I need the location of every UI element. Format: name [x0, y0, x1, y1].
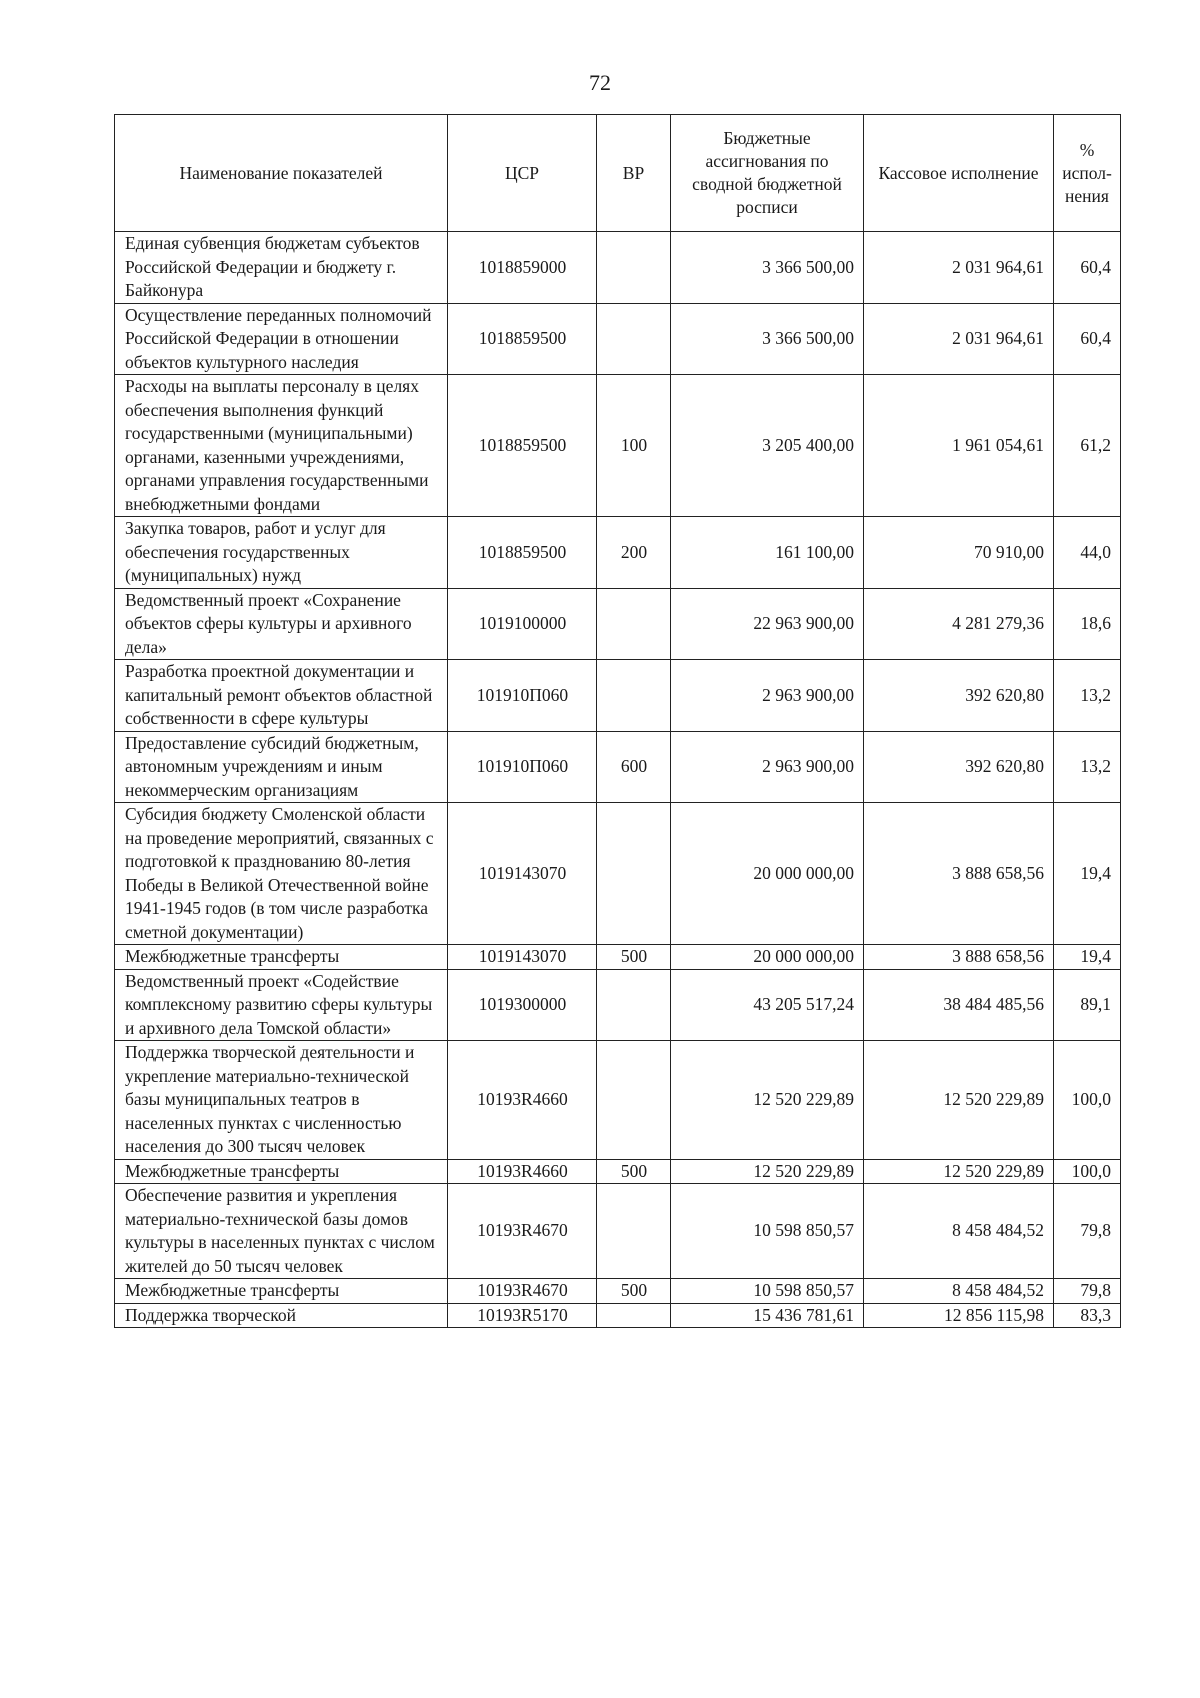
row-name: Расходы на выплаты персоналу в целях обеспечения выполнения функций государственными (муниципальными) органами, казенными учреждениями, органами управления государственными внебюджетными фондами: [115, 375, 448, 517]
row-vr: [597, 1303, 671, 1328]
row-cash: 2 031 964,61: [864, 303, 1054, 375]
row-pct: 79,8: [1054, 1184, 1121, 1279]
row-vr: 500: [597, 945, 671, 970]
row-pct: 79,8: [1054, 1279, 1121, 1304]
table-header-row: [115, 115, 1121, 232]
row-pct: 100,0: [1054, 1041, 1121, 1160]
row-csr: 1018859000: [448, 232, 597, 304]
row-cash: 12 856 115,98: [864, 1303, 1054, 1328]
header-vr: ВР: [597, 115, 671, 232]
row-pct: 18,6: [1054, 588, 1121, 660]
row-csr: 10193R4660: [448, 1159, 597, 1184]
row-vr: 500: [597, 1159, 671, 1184]
row-budget: 12 520 229,89: [671, 1041, 864, 1160]
row-csr: 10193R4660: [448, 1041, 597, 1160]
row-vr: 600: [597, 731, 671, 803]
row-vr: [597, 803, 671, 945]
table-row: [115, 803, 1121, 945]
table-row: [115, 1279, 1121, 1304]
table-row: [115, 1303, 1121, 1328]
row-budget: 3 205 400,00: [671, 375, 864, 517]
page-number: 72: [589, 70, 611, 95]
row-vr: [597, 1041, 671, 1160]
row-cash: 392 620,80: [864, 660, 1054, 732]
row-pct: 60,4: [1054, 232, 1121, 304]
row-vr: 100: [597, 375, 671, 517]
row-cash: 2 031 964,61: [864, 232, 1054, 304]
row-csr: 101910П060: [448, 660, 597, 732]
row-name: Предоставление субсидий бюджетным, автономным учреждениям и иным некоммерческим организациям: [115, 731, 448, 803]
row-csr: 101910П060: [448, 731, 597, 803]
table-row: [115, 1041, 1121, 1160]
row-vr: [597, 303, 671, 375]
row-name: Закупка товаров, работ и услуг для обеспечения государственных (муниципальных) нужд: [115, 517, 448, 589]
row-budget: 2 963 900,00: [671, 731, 864, 803]
row-name: Межбюджетные трансферты: [115, 1159, 448, 1184]
row-budget: 15 436 781,61: [671, 1303, 864, 1328]
row-csr: 10193R4670: [448, 1279, 597, 1304]
row-csr: 1019143070: [448, 945, 597, 970]
row-name: Ведомственный проект «Сохранение объектов сферы культуры и архивного дела»: [115, 588, 448, 660]
row-pct: 89,1: [1054, 969, 1121, 1041]
table-row: [115, 517, 1121, 589]
row-budget: 3 366 500,00: [671, 232, 864, 304]
row-name: Разработка проектной документации и капитальный ремонт объектов областной собственности в сфере культуры: [115, 660, 448, 732]
row-cash: 70 910,00: [864, 517, 1054, 589]
row-pct: 19,4: [1054, 803, 1121, 945]
row-name: Субсидия бюджету Смоленской области на проведение мероприятий, связанных с подготовкой к празднованию 80-летия Победы в Великой Отечественной войне 1941-1945 годов (в том числе разработка сметной документации): [115, 803, 448, 945]
row-name: Осуществление переданных полномочий Российской Федерации в отношении объектов культурного наследия: [115, 303, 448, 375]
table-row: [115, 1159, 1121, 1184]
row-pct: 61,2: [1054, 375, 1121, 517]
row-budget: 3 366 500,00: [671, 303, 864, 375]
row-vr: [597, 660, 671, 732]
row-cash: 12 520 229,89: [864, 1041, 1054, 1160]
row-vr: 500: [597, 1279, 671, 1304]
row-csr: 10193R5170: [448, 1303, 597, 1328]
row-name: Межбюджетные трансферты: [115, 945, 448, 970]
row-budget: 20 000 000,00: [671, 803, 864, 945]
row-budget: 2 963 900,00: [671, 660, 864, 732]
row-pct: 44,0: [1054, 517, 1121, 589]
row-csr: 1018859500: [448, 517, 597, 589]
row-budget: 10 598 850,57: [671, 1279, 864, 1304]
row-cash: 8 458 484,52: [864, 1184, 1054, 1279]
row-cash: 1 961 054,61: [864, 375, 1054, 517]
row-csr: 1018859500: [448, 303, 597, 375]
row-pct: 13,2: [1054, 660, 1121, 732]
header-pct: % испол-нения: [1054, 115, 1121, 232]
table-row: [115, 945, 1121, 970]
row-budget: 22 963 900,00: [671, 588, 864, 660]
row-cash: 3 888 658,56: [864, 803, 1054, 945]
table-row: [115, 660, 1121, 732]
row-name: Ведомственный проект «Содействие комплексному развитию сферы культуры и архивного дела Томской области»: [115, 969, 448, 1041]
row-pct: 100,0: [1054, 1159, 1121, 1184]
table-row: [115, 232, 1121, 304]
row-pct: 13,2: [1054, 731, 1121, 803]
row-pct: 19,4: [1054, 945, 1121, 970]
row-budget: 12 520 229,89: [671, 1159, 864, 1184]
row-vr: [597, 969, 671, 1041]
row-vr: 200: [597, 517, 671, 589]
row-cash: 392 620,80: [864, 731, 1054, 803]
row-cash: 4 281 279,36: [864, 588, 1054, 660]
row-budget: 20 000 000,00: [671, 945, 864, 970]
row-name: Межбюджетные трансферты: [115, 1279, 448, 1304]
row-vr: [597, 588, 671, 660]
header-cash: Кассовое исполнение: [864, 115, 1054, 232]
row-cash: 38 484 485,56: [864, 969, 1054, 1041]
row-csr: 1019300000: [448, 969, 597, 1041]
row-cash: 3 888 658,56: [864, 945, 1054, 970]
row-name: Обеспечение развития и укрепления материально-технической базы домов культуры в населенных пунктах с числом жителей до 50 тысяч человек: [115, 1184, 448, 1279]
row-budget: 10 598 850,57: [671, 1184, 864, 1279]
row-name: Единая субвенция бюджетам субъектов Российской Федерации и бюджету г. Байконура: [115, 232, 448, 304]
row-cash: 12 520 229,89: [864, 1159, 1054, 1184]
header-name: Наименование показателей: [115, 115, 448, 232]
table-row: [115, 969, 1121, 1041]
table-row: [115, 588, 1121, 660]
table-row: [115, 1184, 1121, 1279]
budget-execution-table: [114, 114, 1121, 1328]
row-cash: 8 458 484,52: [864, 1279, 1054, 1304]
row-csr: 1019143070: [448, 803, 597, 945]
row-pct: 60,4: [1054, 303, 1121, 375]
row-name: Поддержка творческой: [115, 1303, 448, 1328]
row-pct: 83,3: [1054, 1303, 1121, 1328]
row-csr: 10193R4670: [448, 1184, 597, 1279]
header-budget: Бюджетные ассигнования по сводной бюджетной росписи: [671, 115, 864, 232]
row-budget: 161 100,00: [671, 517, 864, 589]
row-csr: 1018859500: [448, 375, 597, 517]
row-name: Поддержка творческой деятельности и укрепление материально-технической базы муниципальных театров в населенных пунктах с численностью населения до 300 тысяч человек: [115, 1041, 448, 1160]
row-budget: 43 205 517,24: [671, 969, 864, 1041]
header-csr: ЦСР: [448, 115, 597, 232]
row-csr: 1019100000: [448, 588, 597, 660]
table-row: [115, 375, 1121, 517]
row-vr: [597, 232, 671, 304]
table-row: [115, 731, 1121, 803]
table-row: [115, 303, 1121, 375]
row-vr: [597, 1184, 671, 1279]
